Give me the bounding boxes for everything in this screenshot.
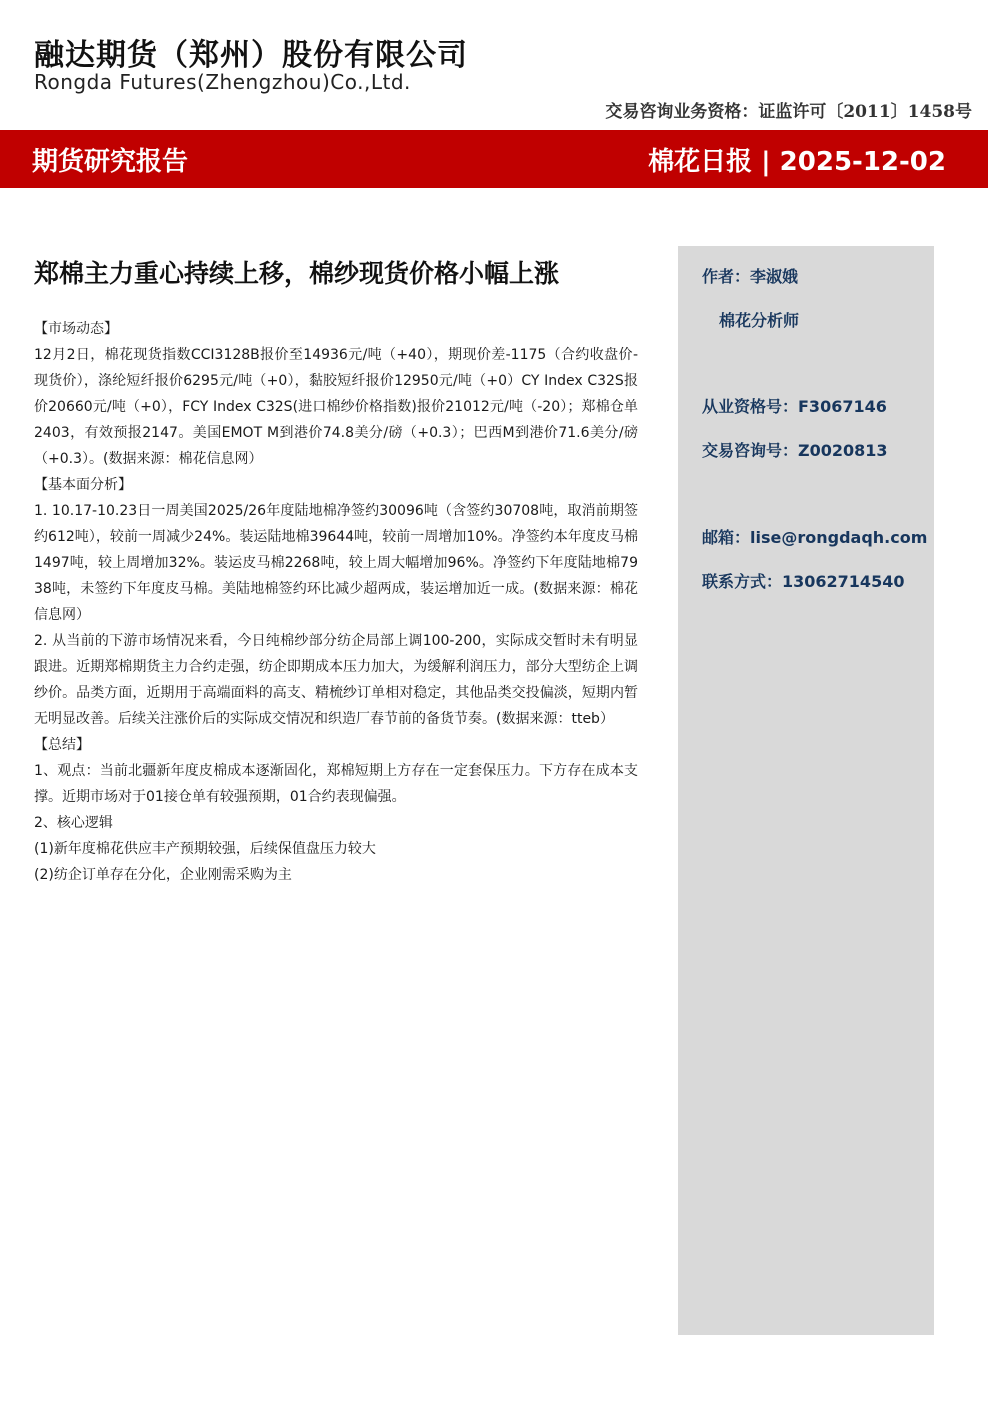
company-name-en: Rongda Futures(Zhengzhou)Co.,Ltd. [34, 70, 411, 94]
report-headline: 郑棉主力重心持续上移，棉纱现货价格小幅上涨 [34, 259, 560, 288]
qualification-number: 从业资格号：F3067146 [702, 397, 887, 416]
paragraph-fundamentals-1: 1. 10.17-10.23日一周美国2025/26年度陆地棉净签约30096吨（含签约30708吨，取消前期签约612吨），较前一周减少24%。装运陆地棉39644吨，较前一周增加10%。净签约本年度皮马棉1497吨，较上周增加32%。装运皮马棉2268吨，较上周大幅增加96%。净签约下年度陆地棉7938吨，未签约下年度皮马棉。美陆地棉签约环比减少超两成，装运增加近一成。(数据来源：棉花信息网） [34, 503, 638, 623]
report-type-label: 期货研究报告 [32, 147, 189, 177]
report-body [34, 316, 638, 888]
section-heading-summary: 【总结】 [34, 737, 90, 753]
paragraph-summary-point-1: (1)新年度棉花供应丰产预期较强，后续保值盘压力较大 [34, 841, 376, 857]
consultation-number: 交易咨询号：Z0020813 [702, 441, 888, 460]
section-heading-market: 【市场动态】 [34, 321, 118, 337]
author-name: 作者：李淑娥 [702, 267, 799, 286]
paragraph-summary-view: 1、观点：当前北疆新年度皮棉成本逐渐固化，郑棉短期上方存在一定套保压力。下方存在成本支撑。近期市场对于01接仓单有较强预期，01合约表现偏强。 [34, 763, 638, 805]
paragraph-summary-point-2: (2)纺企订单存在分化，企业刚需采购为主 [34, 867, 292, 883]
paragraph-summary-logic: 2、核心逻辑 [34, 815, 113, 831]
author-sidebar [678, 246, 934, 1335]
section-heading-fundamentals: 【基本面分析】 [34, 477, 132, 493]
author-role: 棉花分析师 [719, 311, 800, 330]
license-number: 交易咨询业务资格：证监许可〔2011〕1458号 [605, 102, 972, 122]
contact-phone: 联系方式：13062714540 [702, 572, 905, 591]
report-banner [0, 130, 988, 188]
paragraph-fundamentals-2: 2. 从当前的下游市场情况来看，今日纯棉纱部分纺企局部上调100-200，实际成交暂时未有明显跟进。近期郑棉期货主力合约走强，纺企即期成本压力加大，为缓解利润压力，部分大型纺企上调纱价。品类方面，近期用于高端面料的高支、精梳纱订单相对稳定，其他品类交投偏淡，短期内暂无明显改善。后续关注涨价后的实际成交情况和织造厂春节前的备货节奏。(数据来源：tteb） [34, 633, 638, 727]
report-date-label: 棉花日报 | 2025-12-02 [648, 147, 946, 177]
paragraph-market: 12月2日，棉花现货指数CCI3128B报价至14936元/吨（+40），期现价差-1175（合约收盘价-现货价），涤纶短纤报价6295元/吨（+0），黏胶短纤报价12950元/吨（+0）CY Index C32S报价20660元/吨（+0），FCY Index C32S(进口棉纱价格指数)报价21012元/吨（-20）；郑棉仓单2403，有效预报2147。美国EMOT M到港价74.8美分/磅（+0.3）；巴西M到港价71.6美分/磅（+0.3）。(数据来源：棉花信息网） [34, 347, 638, 467]
email-address: 邮箱：lise@rongdaqh.com [702, 528, 928, 547]
company-name-cn: 融达期货（郑州）股份有限公司 [34, 38, 468, 73]
